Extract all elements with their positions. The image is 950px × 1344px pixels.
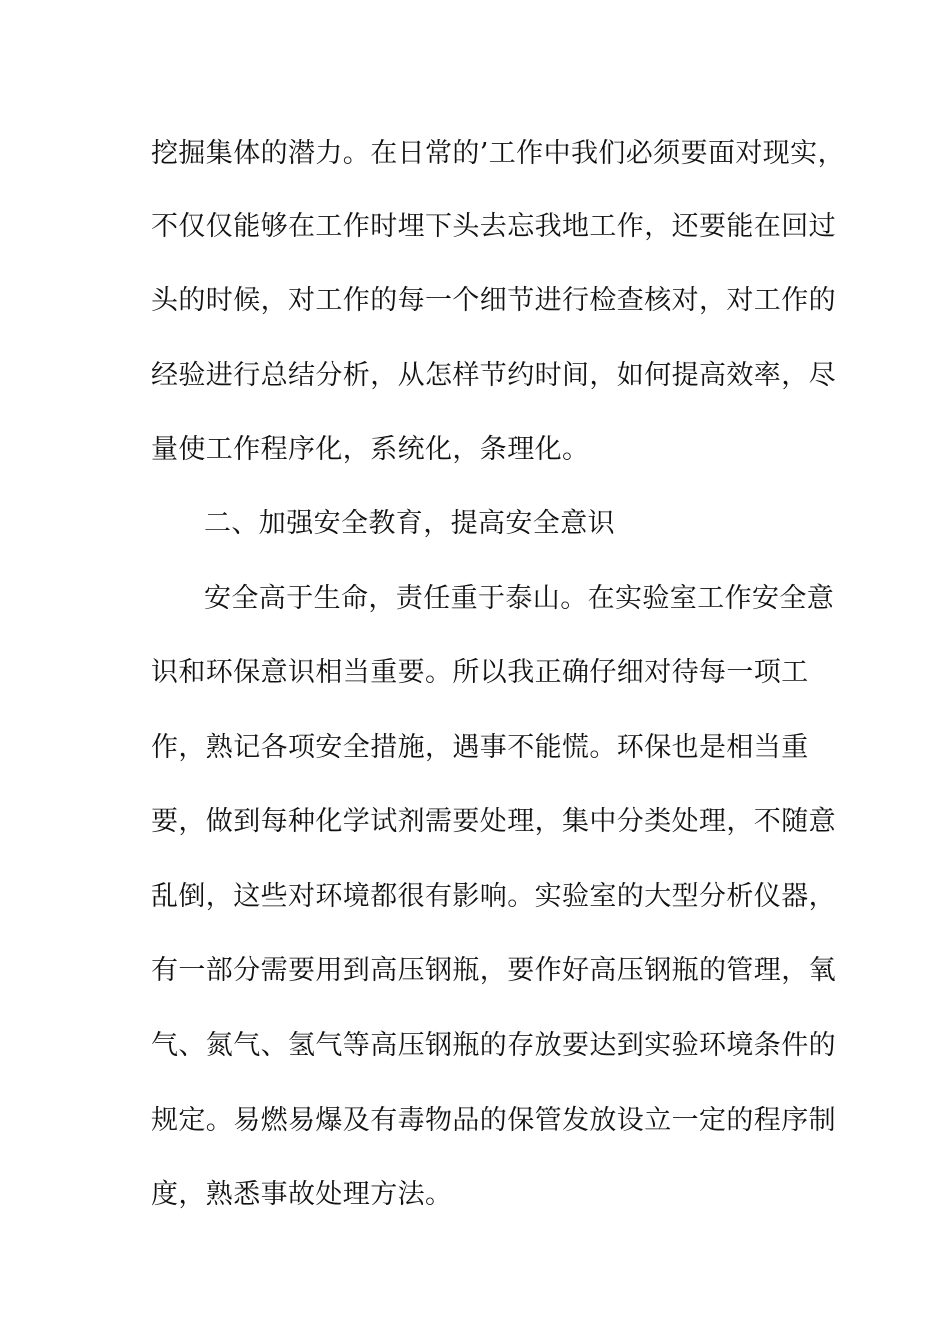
- paragraph-line: 气、氮气、氢气等高压钢瓶的存放要达到实验环境条件的: [151, 1030, 836, 1061]
- paragraph-line: 乱倒，这些对环境都很有影响。实验室的大型分析仪器，: [151, 881, 836, 912]
- paragraph-line: 安全高于生命，责任重于泰山。在实验室工作安全意: [204, 583, 835, 614]
- paragraph-line: 识和环保意识相当重要。所以我正确仔细对待每一项工: [151, 657, 809, 688]
- paragraph-line: 不仅仅能够在工作时埋下头去忘我地工作，还要能在回过: [151, 211, 836, 242]
- paragraph-line: 头的时候，对工作的每一个细节进行检查核对，对工作的: [151, 285, 836, 316]
- paragraph-line: 量使工作程序化，系统化，条理化。: [151, 434, 590, 465]
- paragraph-line: 作，熟记各项安全措施，遇事不能慌。环保也是相当重: [151, 732, 809, 763]
- paragraph-line: 有一部分需要用到高压钢瓶，要作好高压钢瓶的管理，氧: [151, 955, 836, 986]
- paragraph-line: 度，熟悉事故处理方法。: [151, 1179, 453, 1210]
- section-heading: 二、加强安全教育，提高安全意识: [204, 508, 615, 539]
- paragraph-line: 规定。易燃易爆及有毒物品的保管发放设立一定的程序制: [151, 1105, 836, 1136]
- paragraph-line: 经验进行总结分析，从怎样节约时间，如何提高效率，尽: [151, 360, 836, 391]
- paragraph-line: 要，做到每种化学试剂需要处理，集中分类处理，不随意: [151, 806, 836, 837]
- paragraph-line: 挖掘集体的潜力。在日常的’工作中我们必须要面对现实，: [151, 138, 845, 169]
